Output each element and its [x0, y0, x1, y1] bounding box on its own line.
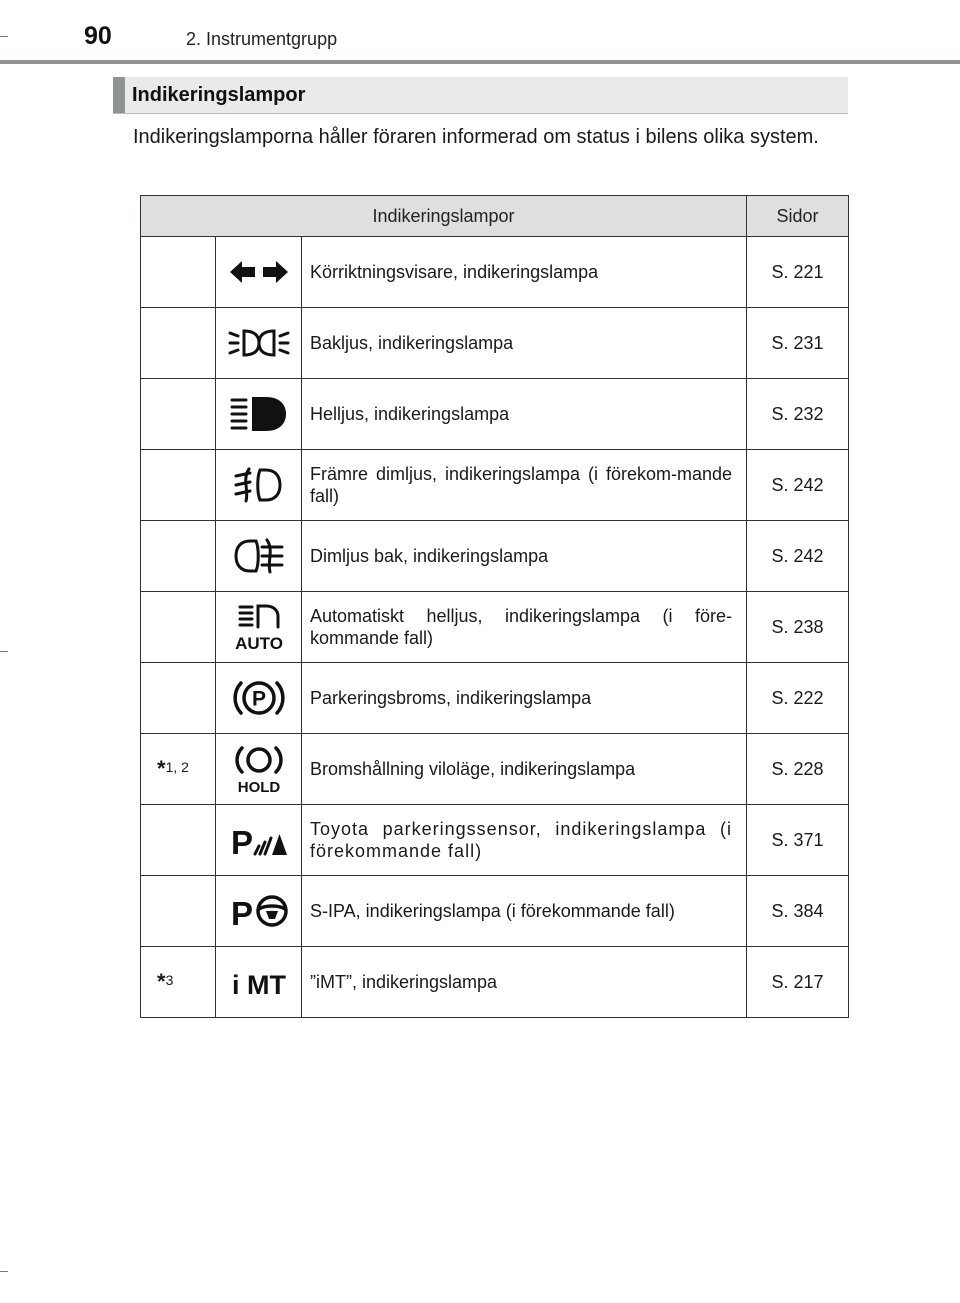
- page-reference: S. 228: [747, 734, 849, 805]
- icon-cell: [216, 876, 302, 947]
- lamp-description: Bakljus, indikeringslampa: [302, 308, 747, 379]
- imt-icon: [228, 966, 290, 998]
- note-star: *: [157, 969, 166, 994]
- front-fog-light-icon: [232, 467, 286, 503]
- icon-text: AUTO: [234, 634, 283, 651]
- icon-text: i MT: [231, 970, 286, 998]
- note-cell: [141, 876, 216, 947]
- page-reference: S. 232: [747, 379, 849, 450]
- page-reference: S. 238: [747, 592, 849, 663]
- table-row: [141, 592, 849, 663]
- table-row: [141, 450, 849, 521]
- note-cell: [141, 947, 216, 1018]
- section-title: Indikeringslampor: [132, 84, 306, 106]
- page-reference: S. 242: [747, 521, 849, 592]
- section-heading: [113, 77, 848, 114]
- lamp-description: ”iMT”, indikeringslampa: [302, 947, 747, 1018]
- parking-sensor-icon: [228, 822, 290, 858]
- indicator-table: [140, 195, 849, 1018]
- note-cell: [141, 308, 216, 379]
- note-cell: [141, 663, 216, 734]
- icon-cell: [216, 947, 302, 1018]
- table-row: [141, 876, 849, 947]
- table-row: [141, 805, 849, 876]
- icon-cell: [216, 379, 302, 450]
- rear-fog-light-icon: [232, 538, 286, 574]
- note-cell: [141, 521, 216, 592]
- icon-cell: [216, 592, 302, 663]
- icon-cell: [216, 663, 302, 734]
- table-row: [141, 237, 849, 308]
- column-header-lamps: Indikeringslampor: [141, 196, 747, 237]
- section-accent: [113, 77, 125, 113]
- header-rule: [0, 60, 960, 64]
- page-number: 90: [84, 22, 112, 50]
- crop-mark: [0, 1271, 8, 1272]
- lamp-description: Helljus, indikeringslampa: [302, 379, 747, 450]
- icon-text: HOLD: [237, 779, 280, 794]
- high-beam-icon: [228, 395, 290, 433]
- table-row: [141, 308, 849, 379]
- chapter-title: 2. Instrumentgrupp: [186, 29, 338, 49]
- table-row: [141, 663, 849, 734]
- page-reference: S. 231: [747, 308, 849, 379]
- page-reference: S. 242: [747, 450, 849, 521]
- table-row: [141, 521, 849, 592]
- note-cell: [141, 237, 216, 308]
- icon-cell: [216, 450, 302, 521]
- crop-mark: [0, 36, 8, 37]
- lamp-description: Dimljus bak, indikeringslampa: [302, 521, 747, 592]
- icon-cell: [216, 521, 302, 592]
- icon-text: P: [251, 687, 266, 711]
- note-ref: 3: [165, 972, 174, 988]
- table-row: [141, 379, 849, 450]
- lamp-description: Parkeringsbroms, indikeringslampa: [302, 663, 747, 734]
- brake-hold-icon: [231, 744, 287, 794]
- note-cell: [141, 450, 216, 521]
- note-ref: 1, 2: [165, 759, 189, 775]
- lamp-description: Bromshållning viloläge, indikeringslampa: [302, 734, 747, 805]
- page-reference: S. 221: [747, 237, 849, 308]
- page-reference: S. 217: [747, 947, 849, 1018]
- auto-high-beam-icon: [232, 603, 286, 651]
- crop-mark: [0, 651, 8, 652]
- table-row: [141, 734, 849, 805]
- table-header-row: [141, 196, 849, 237]
- icon-cell: [216, 308, 302, 379]
- lamp-description: Främre dimljus, indikeringslampa (i förekom-mande fall): [302, 450, 747, 521]
- s-ipa-icon: [228, 892, 290, 930]
- column-header-pages: Sidor: [747, 196, 849, 237]
- note-cell: [141, 734, 216, 805]
- intro-paragraph: Indikeringslamporna håller föraren informerad om status i bilens olika system.: [133, 126, 819, 148]
- note-cell: [141, 379, 216, 450]
- page-reference: S. 371: [747, 805, 849, 876]
- icon-cell: [216, 805, 302, 876]
- lamp-description: Körriktningsvisare, indikeringslampa: [302, 237, 747, 308]
- icon-text: P: [230, 824, 253, 858]
- parking-brake-icon: [231, 677, 287, 719]
- note-star: *: [157, 756, 166, 781]
- lamp-description: Toyota parkeringssensor, indikeringslampa (i förekommande fall): [302, 805, 747, 876]
- tail-light-icon: [228, 327, 290, 359]
- icon-cell: [216, 734, 302, 805]
- icon-text: P: [230, 895, 253, 930]
- page-reference: S. 222: [747, 663, 849, 734]
- turn-signal-arrows-icon: [228, 257, 290, 287]
- note-cell: [141, 592, 216, 663]
- note-cell: [141, 805, 216, 876]
- lamp-description: S-IPA, indikeringslampa (i förekommande fall): [302, 876, 747, 947]
- lamp-description: Automatiskt helljus, indikeringslampa (i före-kommande fall): [302, 592, 747, 663]
- table-row: [141, 947, 849, 1018]
- page-reference: S. 384: [747, 876, 849, 947]
- icon-cell: [216, 237, 302, 308]
